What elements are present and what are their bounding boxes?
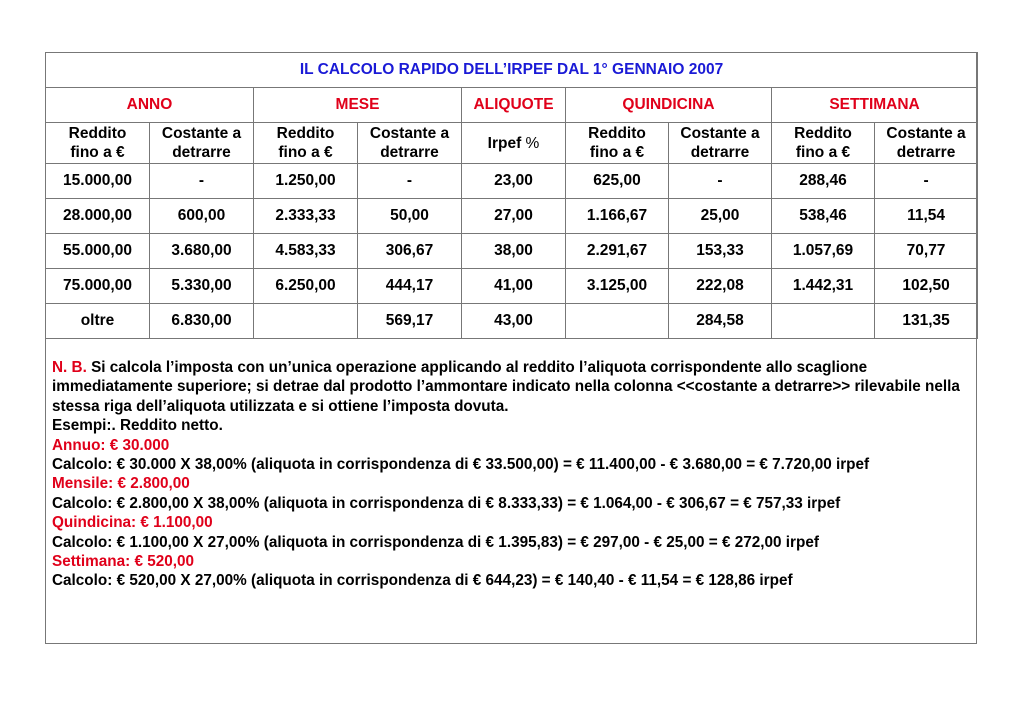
column-header-row xyxy=(46,123,978,164)
cell-quindicina-costante: 284,58 xyxy=(669,304,772,339)
cell-mese-reddito: 1.250,00 xyxy=(254,164,358,199)
example-label-mensile: Mensile: € 2.800,00 xyxy=(52,475,190,493)
cell-anno-reddito: oltre xyxy=(46,304,150,339)
cell-anno-costante: 600,00 xyxy=(150,199,254,234)
section-mese: MESE xyxy=(254,88,462,123)
cell-mese-costante: 50,00 xyxy=(358,199,462,234)
col-header-costante: Costante a detrarre xyxy=(669,123,772,164)
cell-aliquota: 43,00 xyxy=(462,304,566,339)
cell-anno-costante: 3.680,00 xyxy=(150,234,254,269)
table-row xyxy=(46,234,978,269)
cell-anno-reddito: 55.000,00 xyxy=(46,234,150,269)
cell-quindicina-costante: 222,08 xyxy=(669,269,772,304)
section-aliquote: ALIQUOTE xyxy=(462,88,566,123)
notes-section xyxy=(52,358,972,591)
cell-settimana-reddito: 288,46 xyxy=(772,164,875,199)
cell-settimana-costante: 131,35 xyxy=(875,304,978,339)
cell-aliquota: 38,00 xyxy=(462,234,566,269)
cell-mese-reddito: 4.583,33 xyxy=(254,234,358,269)
cell-quindicina-costante: - xyxy=(669,164,772,199)
cell-anno-reddito: 15.000,00 xyxy=(46,164,150,199)
cell-quindicina-costante: 153,33 xyxy=(669,234,772,269)
cell-aliquota: 27,00 xyxy=(462,199,566,234)
col-header-costante: Costante a detrarre xyxy=(875,123,978,164)
cell-mese-reddito xyxy=(254,304,358,339)
example-calc-settimana: Calcolo: € 520,00 X 27,00% (aliquota in corrispondenza di € 644,23) = € 140,40 - € 11,54 = € 128,86 irpef xyxy=(52,572,793,590)
cell-settimana-costante: 11,54 xyxy=(875,199,978,234)
cell-settimana-reddito: 1.057,69 xyxy=(772,234,875,269)
table-row xyxy=(46,304,978,339)
example-calc-quindicina: Calcolo: € 1.100,00 X 27,00% (aliquota in corrispondenza di € 1.395,83) = € 297,00 - € 25,00 = € 272,00 irpef xyxy=(52,533,819,551)
col-header-reddito: Reddito fino a € xyxy=(46,123,150,164)
cell-quindicina-reddito: 625,00 xyxy=(566,164,669,199)
cell-quindicina-reddito: 3.125,00 xyxy=(566,269,669,304)
cell-mese-costante: 444,17 xyxy=(358,269,462,304)
cell-mese-reddito: 6.250,00 xyxy=(254,269,358,304)
cell-settimana-costante: 102,50 xyxy=(875,269,978,304)
table-row xyxy=(46,164,978,199)
table-row xyxy=(46,199,978,234)
cell-settimana-costante: - xyxy=(875,164,978,199)
cell-anno-reddito: 75.000,00 xyxy=(46,269,150,304)
cell-mese-costante: 569,17 xyxy=(358,304,462,339)
esempi-line: Esempi:. Reddito netto. xyxy=(52,417,223,435)
section-quindicina: QUINDICINA xyxy=(566,88,772,123)
irpef-table xyxy=(45,52,978,339)
cell-quindicina-costante: 25,00 xyxy=(669,199,772,234)
cell-anno-costante: - xyxy=(150,164,254,199)
cell-aliquota: 23,00 xyxy=(462,164,566,199)
example-calc-annuo: Calcolo: € 30.000 X 38,00% (aliquota in corrispondenza di € 33.500,00) = € 11.400,00 - € 3.680,00 = € 7.720,00 irpef xyxy=(52,456,870,474)
cell-quindicina-reddito: 2.291,67 xyxy=(566,234,669,269)
section-header-row xyxy=(46,88,978,123)
cell-settimana-costante: 70,77 xyxy=(875,234,978,269)
cell-anno-costante: 5.330,00 xyxy=(150,269,254,304)
cell-anno-costante: 6.830,00 xyxy=(150,304,254,339)
example-label-settimana: Settimana: € 520,00 xyxy=(52,553,194,571)
col-header-reddito: Reddito fino a € xyxy=(772,123,875,164)
cell-mese-costante: - xyxy=(358,164,462,199)
nb-paragraph xyxy=(52,358,972,416)
title-row xyxy=(46,53,978,88)
cell-settimana-reddito: 1.442,31 xyxy=(772,269,875,304)
example-calc-mensile: Calcolo: € 2.800,00 X 38,00% (aliquota in corrispondenza di € 8.333,33) = € 1.064,00 - € 306,67 = € 757,33 irpef xyxy=(52,494,841,512)
cell-settimana-reddito: 538,46 xyxy=(772,199,875,234)
nb-label: N. B. xyxy=(52,359,87,376)
nb-text: Si calcola l’imposta con un’unica operazione applicando al reddito l’aliquota corrispondente allo scaglione immediatamente superiore; si detrae dal prodotto l’ammontare indicato nella colonna <<costante a detrarre>> rilevabile nella stessa riga dell’aliquota utilizzata e si ottiene l’imposta dovuta. xyxy=(52,359,960,415)
col-header-irpef: Irpef % xyxy=(462,123,566,164)
cell-aliquota: 41,00 xyxy=(462,269,566,304)
cell-mese-reddito: 2.333,33 xyxy=(254,199,358,234)
document-title: IL CALCOLO RAPIDO DELL’IRPEF DAL 1° GENNAIO 2007 xyxy=(46,53,978,88)
col-header-costante: Costante a detrarre xyxy=(150,123,254,164)
cell-anno-reddito: 28.000,00 xyxy=(46,199,150,234)
section-anno: ANNO xyxy=(46,88,254,123)
cell-quindicina-reddito: 1.166,67 xyxy=(566,199,669,234)
col-header-reddito: Reddito fino a € xyxy=(254,123,358,164)
col-header-costante: Costante a detrarre xyxy=(358,123,462,164)
col-header-reddito: Reddito fino a € xyxy=(566,123,669,164)
cell-mese-costante: 306,67 xyxy=(358,234,462,269)
cell-settimana-reddito xyxy=(772,304,875,339)
example-label-annuo: Annuo: € 30.000 xyxy=(52,436,170,454)
example-label-quindicina: Quindicina: € 1.100,00 xyxy=(52,514,213,532)
section-settimana: SETTIMANA xyxy=(772,88,978,123)
table-row xyxy=(46,269,978,304)
cell-quindicina-reddito xyxy=(566,304,669,339)
